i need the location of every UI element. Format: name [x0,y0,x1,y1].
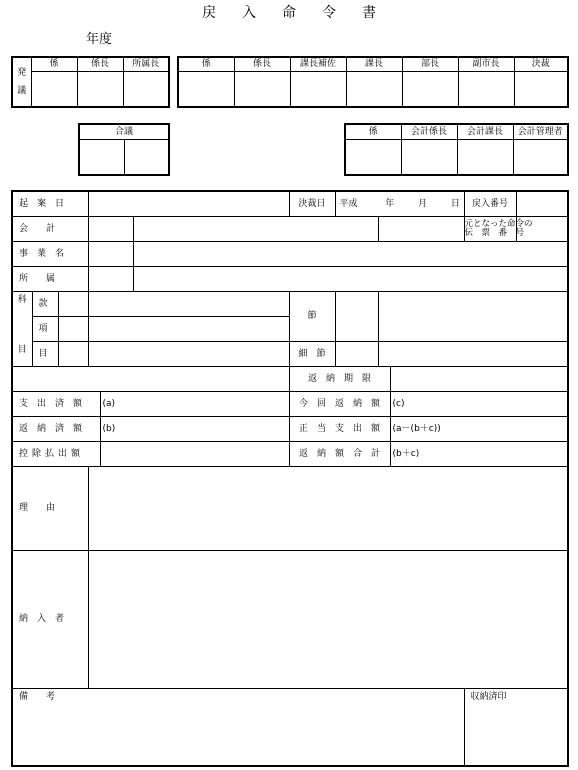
stamp-cell[interactable] [124,139,169,175]
payment-done-code: (a) [102,398,116,409]
original-order-label: 元となった命令の 伝 票 番 号 [464,216,516,241]
payer-label: 納 入 者 [12,550,88,688]
stamp-cell[interactable] [345,139,401,175]
kamoku-label: 科 目 [12,291,32,366]
setsu-name-field[interactable] [378,291,568,341]
day-label: 日 [450,198,460,209]
stamp-cell[interactable] [31,71,77,107]
approval-header-kacho-hosa: 課長補佐 [290,57,346,71]
refund-deadline-label: 返 納 期 限 [289,366,390,391]
refunded-field[interactable] [100,416,289,441]
approval-header-shozokucho: 所属長 [123,57,169,71]
saisetsu-name-field[interactable] [378,341,568,366]
year-label: 年 [385,198,395,209]
accounting-code-field[interactable] [88,216,133,241]
receipt-stamp-label: 収納済印 [470,691,507,702]
approval-header-fukushicho: 副市長 [458,57,514,71]
remarks-label: 備 考 [19,691,56,702]
total-refund-code: (b＋c) [392,448,420,459]
setsu-label: 節 [289,291,335,341]
era-label: 平成 [339,198,358,209]
blank-cell [12,366,289,391]
page-title: 戻入命令書 [202,5,402,21]
net-payment-field[interactable] [390,416,568,441]
stamp-cell[interactable] [346,71,402,107]
stamp-cell[interactable] [79,139,124,175]
kan-label: 款 [32,291,58,316]
current-refund-code: (c) [392,398,405,409]
draft-date-field[interactable] [88,191,289,216]
approval-header-kakari: 係 [31,57,77,71]
remarks-field[interactable] [12,688,464,766]
accounting-header-kanrisha: 会計管理者 [513,124,568,139]
stamp-cell[interactable] [402,71,458,107]
reason-field[interactable] [88,466,568,550]
stamp-cell[interactable] [77,71,123,107]
receipt-stamp-field[interactable] [464,688,568,766]
refund-number-field[interactable] [516,191,568,216]
stamp-cell[interactable] [290,71,346,107]
kan-code-field[interactable] [58,291,88,316]
project-name-field[interactable] [133,241,568,266]
accounting-approval-stamp [344,123,569,176]
saisetsu-code-field[interactable] [335,341,378,366]
kan-name-field[interactable] [88,291,289,316]
accounting-header-kakaricho: 会計係長 [401,124,457,139]
deducted-field[interactable] [100,441,289,466]
approval-side-label: 発 議 [12,57,31,107]
month-label: 月 [418,198,428,209]
decision-date-field[interactable] [335,191,464,216]
refunded-code: (b) [102,423,116,434]
refund-deadline-field[interactable] [390,366,568,391]
draft-date-label: 起 案 日 [12,191,88,216]
moku-label: 目 [32,341,58,366]
approval-header-kakari: 係 [178,57,234,71]
accounting-sub-field[interactable] [378,216,464,241]
stamp-cell[interactable] [514,71,568,107]
stamp-cell[interactable] [457,139,513,175]
stamp-cell[interactable] [458,71,514,107]
refunded-label: 返 納 済 額 [12,416,100,441]
approval-header-kacho: 課長 [346,57,402,71]
accounting-header-kakari: 係 [345,124,401,139]
moku-name-field[interactable] [88,341,289,366]
moku-code-field[interactable] [58,341,88,366]
main-form [11,190,569,767]
stamp-cell[interactable] [123,71,169,107]
accounting-header-kacho: 会計課長 [457,124,513,139]
consultation-header: 合議 [79,124,169,139]
setsu-code-field[interactable] [335,291,378,341]
stamp-cell[interactable] [401,139,457,175]
deducted-label: 控除払出額 [12,441,100,466]
payment-done-label: 支 出 済 額 [12,391,100,416]
current-refund-field[interactable] [390,391,568,416]
kou-name-field[interactable] [88,316,289,341]
department-code-field[interactable] [88,266,133,291]
stamp-cell[interactable] [234,71,290,107]
approval-header-kakaricho: 係長 [234,57,290,71]
project-name-label: 事 業 名 [12,241,88,266]
stamp-cell[interactable] [178,71,234,107]
stamp-cell[interactable] [513,139,568,175]
kou-code-field[interactable] [58,316,88,341]
approval-stamp-left [11,56,170,108]
approval-stamp-right [177,56,569,108]
approval-header-kakaricho: 係長 [77,57,123,71]
department-label: 所 属 [12,266,88,291]
approval-header-bucho: 部長 [402,57,458,71]
accounting-name-field[interactable] [133,216,378,241]
saisetsu-label: 細 節 [289,341,335,366]
current-refund-label: 今 回 返 納 額 [289,391,390,416]
department-name-field[interactable] [133,266,568,291]
decision-date-label: 決裁日 [289,191,335,216]
reason-label: 理 由 [12,466,88,550]
project-code-field[interactable] [88,241,133,266]
total-refund-field[interactable] [390,441,568,466]
net-payment-label: 正 当 支 出 額 [289,416,390,441]
payer-field[interactable] [88,550,568,688]
net-payment-code: (a－(b＋c)) [392,423,441,434]
fiscal-year-label: 年度 [86,32,113,47]
payment-done-field[interactable] [100,391,289,416]
approval-header-kessai: 決裁 [514,57,568,71]
total-refund-label: 返 納 額 合 計 [289,441,390,466]
accounting-label: 会 計 [12,216,88,241]
consultation-stamp [78,123,170,176]
kou-label: 項 [32,316,58,341]
refund-number-label: 戻入番号 [464,191,516,216]
